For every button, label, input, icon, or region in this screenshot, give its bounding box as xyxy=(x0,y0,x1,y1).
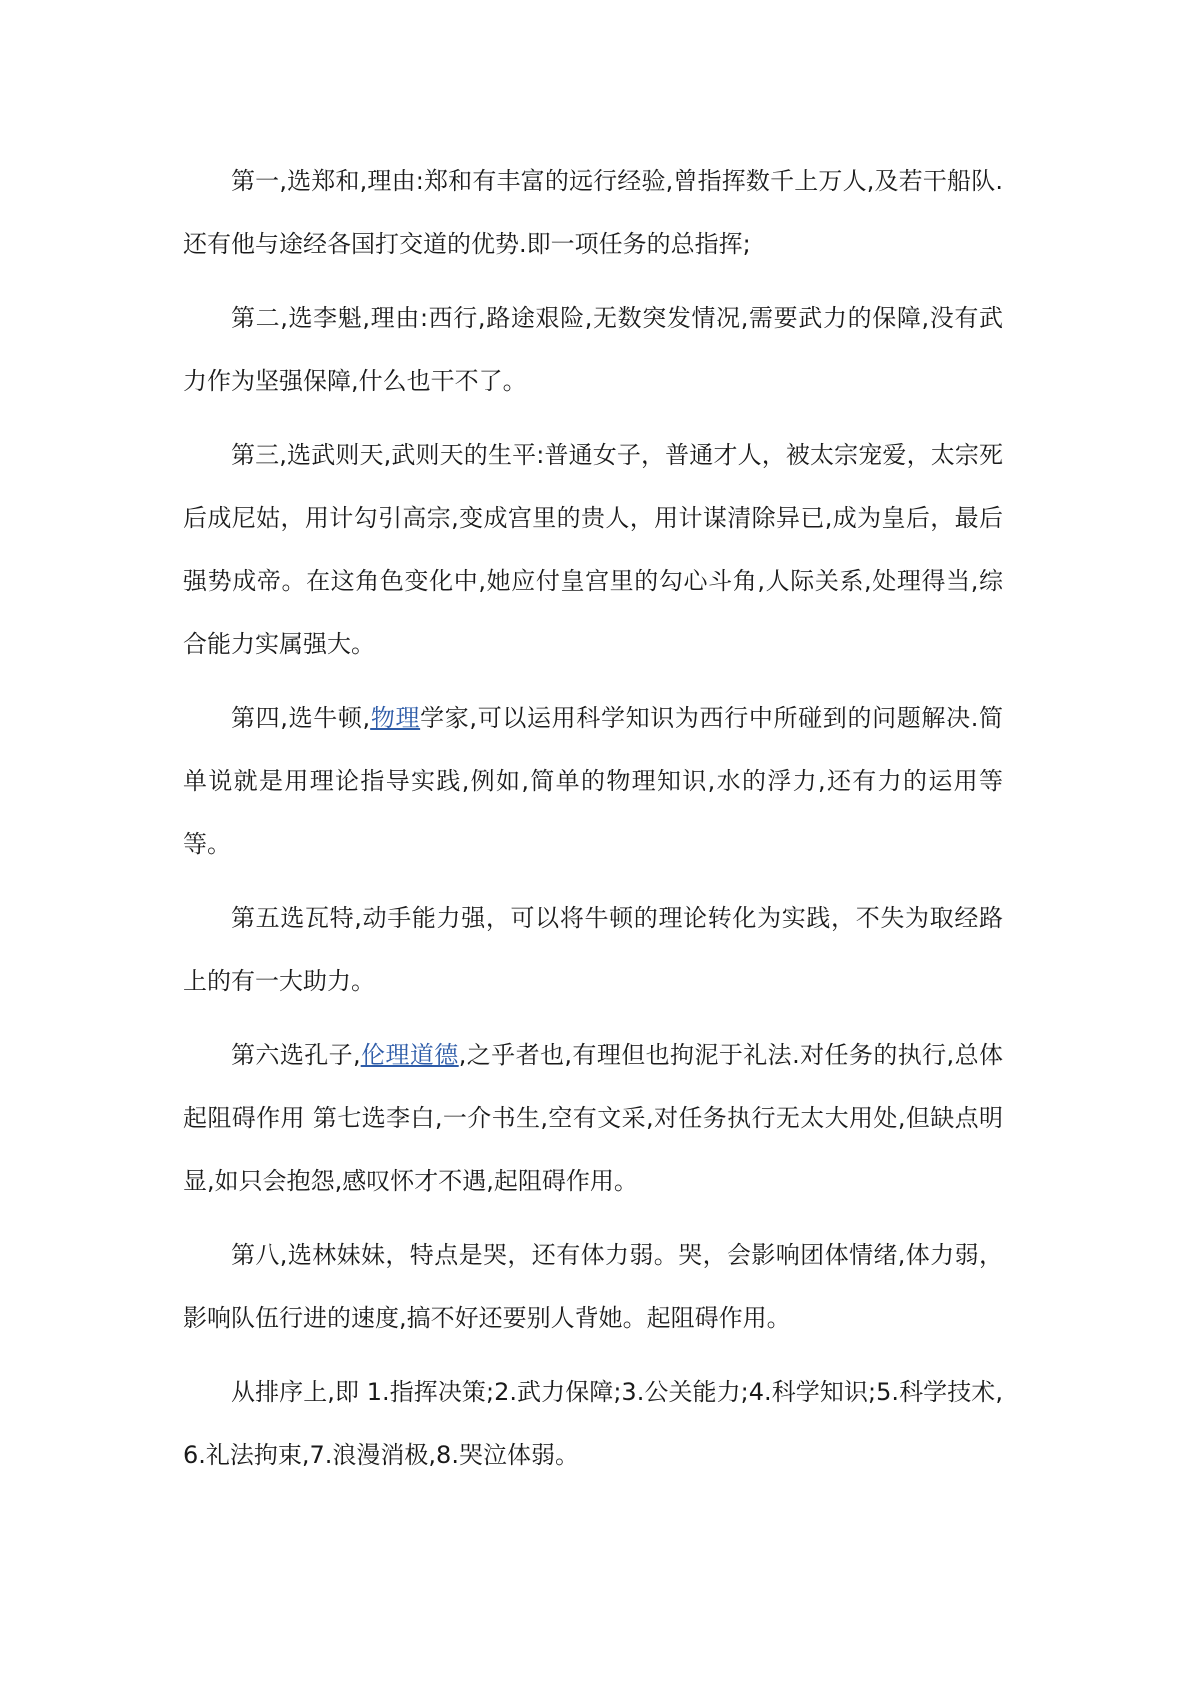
paragraph-1 xyxy=(183,150,1003,276)
paragraph-6-text-before: 第六选孔子, xyxy=(231,1041,361,1069)
paragraph-5-text: 第五选瓦特,动手能力强，可以将牛顿的理论转化为实践，不失为取经路上的有一大助力。 xyxy=(183,904,1003,995)
paragraph-8-text: 从排序上,即 1.指挥决策;2.武力保障;3.公关能力;4.科学知识;5.科学技术,6.礼法拘束,7.浪漫消极,8.哭泣体弱。 xyxy=(183,1378,1003,1469)
paragraph-6-text-after: ,之乎者也,有理但也拘泥于礼法.对任务的执行,总体起阻碍作用 第七选李白,一介书生,空有文采,对任务执行无太大用处,但缺点明显,如只会抱怨,感叹怀才不遇,起阻碍作用。 xyxy=(183,1041,1004,1195)
document-body xyxy=(183,150,1003,1498)
paragraph-2-text: 第二,选李魁,理由:西行,路途艰险,无数突发情况,需要武力的保障,没有武力作为坚强保障,什么也干不了。 xyxy=(183,304,1003,395)
paragraph-4-text-before: 第四,选牛顿, xyxy=(231,704,371,732)
paragraph-1-text: 第一,选郑和,理由:郑和有丰富的远行经验,曾指挥数千上万人,及若干船队.还有他与途经各国打交道的优势.即一项任务的总指挥; xyxy=(183,167,1003,258)
physics-link[interactable]: 物理 xyxy=(370,704,421,732)
paragraph-3 xyxy=(183,424,1003,676)
paragraph-3-text: 第三,选武则天,武则天的生平:普通女子，普通才人，被太宗宠爱，太宗死后成尼姑，用计勾引高宗,变成宫里的贵人，用计谋清除异已,成为皇后，最后强势成帝。在这角色变化中,她应付皇宫里的勾心斗角,人际关系,处理得当,综合能力实属强大。 xyxy=(183,441,1003,658)
paragraph-8 xyxy=(183,1361,1003,1487)
paragraph-6 xyxy=(183,1024,1003,1213)
paragraph-7-text: 第八,选林妹妹，特点是哭，还有体力弱。哭，会影响团体情绪,体力弱，影响队伍行进的速度,搞不好还要别人背她。起阻碍作用。 xyxy=(183,1241,1003,1332)
paragraph-4 xyxy=(183,687,1003,876)
paragraph-2 xyxy=(183,287,1003,413)
paragraph-5 xyxy=(183,887,1003,1013)
ethics-link[interactable]: 伦理道德 xyxy=(360,1041,459,1069)
paragraph-7 xyxy=(183,1224,1003,1350)
paragraph-4-text-after: 学家,可以运用科学知识为西行中所碰到的问题解决.简单说就是用理论指导实践,例如,简单的物理知识,水的浮力,还有力的运用等等。 xyxy=(183,704,1003,858)
